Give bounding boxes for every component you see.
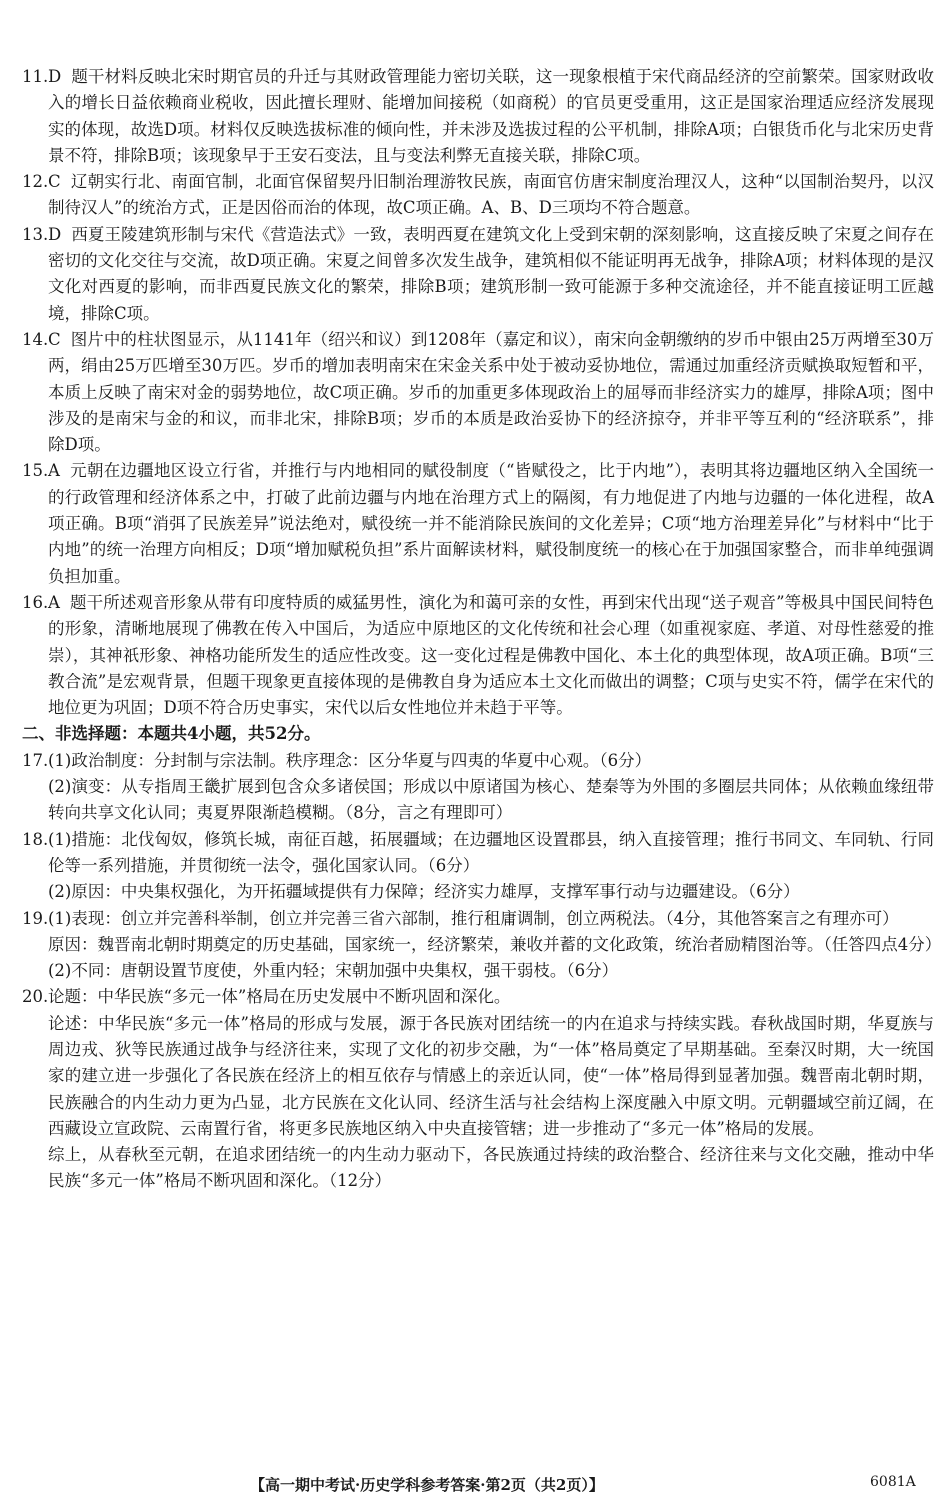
item-answer-letter: C xyxy=(48,172,61,192)
page-footer xyxy=(250,1474,950,1494)
item-answer-letter: D xyxy=(48,224,62,244)
item-answer-letter: D xyxy=(48,67,62,86)
item-part-2: (2)演变：从专指周王畿扩展到包含众多诸侯国；形成以中原诸国为核心、楚秦等为外围的多圈层共同体；从依赖血缘纽带转向共享文化认同；夷夏界限渐趋模糊。（8分，言之有理即可） xyxy=(48,777,934,823)
footer-text: 【高一期中考试·历史学科参考答案·第2页（共2页）】 xyxy=(250,1476,604,1494)
item-explanation: 题干所述观音形象从带有印度特质的威猛男性，演化为和蔼可亲的女性，再到宋代出现“送子观音”等极具中国民间特色的形象，清晰地展现了佛教在传入中国后，为适应中原地区的文化传统和社会心理（如重视家庭、孝道、对母性慈爱的推崇），其神祇形象、神格功能所发生的适应性改变。这一变化过程是佛教中国化、本土化的典型体现，故A项正确。B项“三教合流”是宏观背景，但题干现象更直接体现的是佛教自身为适应本土文化而做出的调整；C项与史实不符，儒学在宋代的地位更为巩固；D项不符合历史事实，宋代以后女性地位并未趋于平等。 xyxy=(48,592,934,718)
answer-page xyxy=(22,64,942,1195)
item-number: 12. xyxy=(22,172,49,192)
answer-item-13 xyxy=(22,222,934,327)
item-number: 19. xyxy=(22,908,49,928)
item-answer-letter: A xyxy=(48,592,60,612)
section-heading: 二、非选择题：本题共4小题，共52分。 xyxy=(22,724,321,744)
answer-item-11 xyxy=(22,64,934,169)
item-explanation: 题干材料反映北宋时期官员的升迁与其财政管理能力密切关联，这一现象根植于宋代商品经济的空前繁荣。国家财政收入的增长日益依赖商业税收，因此擅长理财、能增加间接税（如商税）的官员更受重用，这正是国家治理适应经济发展现实的体现，故选D项。材料仅反映选拔标准的倾向性，并未涉及选拔过程的公平机制，排除A项；白银货币化与北宋历史背景不符，排除B项；该现象早于王安石变法，且与变法利弊无直接关联，排除C项。 xyxy=(48,67,934,165)
item-number: 16. xyxy=(22,592,49,612)
item-part-2: (2)原因：中央集权强化，为开拓疆域提供有力保障；经济实力雄厚，支撑军事行动与边疆建设。（6分） xyxy=(48,882,800,902)
item-number: 17. xyxy=(22,750,49,770)
item-explanation: 图片中的柱状图显示，从1141年（绍兴和议）到1208年（嘉定和议），南宋向金朝缴纳的岁币中银由25万两增至30万两，绢由25万匹增至30万匹。岁币的增加表明南宋在宋金关系中处于被动妥协地位，需通过加重经济贡赋换取短暂和平，本质上反映了南宋对金的弱势地位，故C项正确。岁币的加重更多体现政治上的屈辱而非经济实力的雄厚，排除A项；图中涉及的是南宋与金的和议，而非北宋，排除B项；岁币的本质是政治妥协下的经济掠夺，并非平等互利的“经济联系”，排除D项。 xyxy=(48,329,934,455)
item-explanation: 元朝在边疆地区设立行省，并推行与内地相同的赋役制度（“皆赋役之，比于内地”），表明其将边疆地区纳入全国统一的行政管理和经济体系之中，打破了此前边疆与内地在治理方式上的隔阂，有力地促进了内地与边疆的一体化进程，故A项正确。B项“消弭了民族差异”说法绝对，赋役统一并不能消除民族间的文化差异；C项“地方治理差异化”与材料中“比于内地”的统一治理方向相反；D项“增加赋税负担”系片面解读材料，赋役制度统一的核心在于加强国家整合，而非单纯强调负担加重。 xyxy=(48,461,934,586)
answer-item-12 xyxy=(22,169,934,222)
item-argument: 论述：中华民族“多元一体”格局的形成与发展，源于各民族对团结统一的内在追求与持续实践。春秋战国时期，华夏族与周边戎、狄等民族通过战争与经济往来，实现了文化的初步交融，为“一体”格局奠定了早期基础。至秦汉时期，大一统国家的建立进一步强化了各民族在经济上的相互依存与情感上的亲近认同，使“一体”格局得到显著加强。魏晋南北朝时期，民族融合的内生动力更为凸显，北方民族在文化认同、经济生活与社会结构上深度融入中原文明。元朝疆域空前辽阔，在西藏设立宣政院、云南置行省，将更多民族地区纳入中央直接管辖；进一步推动了“多元一体”格局的发展。 xyxy=(48,1013,934,1138)
item-explanation: 辽朝实行北、南面官制，北面官保留契丹旧制治理游牧民族，南面官仿唐宋制度治理汉人，这种“以国制治契丹，以汉制待汉人”的统治方式，正是因俗而治的体现，故C项正确。A、B、D三项均不符合题意。 xyxy=(48,172,934,218)
item-number: 18. xyxy=(22,829,49,849)
answer-item-14 xyxy=(22,327,934,458)
item-answer-letter: C xyxy=(48,329,61,349)
item-number: 20. xyxy=(22,987,49,1007)
item-number: 11. xyxy=(22,67,49,86)
item-part-1: (1)表现：创立并完善科举制，创立并完善三省六部制，推行租庸调制，创立两税法。（4分，其他答案言之有理亦可） xyxy=(48,908,899,928)
item-part-2: (2)不同：唐朝设置节度使，外重内轻；宋朝加强中央集权，强干弱枝。（6分） xyxy=(48,961,619,981)
item-part-1: (1)措施：北伐匈奴，修筑长城，南征百越，拓展疆域；在边疆地区设置郡县，纳入直接管理；推行书同文、车同轨、行同伦等一系列措施，并贯彻统一法令，强化国家认同。（6分） xyxy=(48,829,934,875)
answer-item-20 xyxy=(22,984,934,1194)
footer-code: 6081A xyxy=(870,1474,916,1490)
item-reason: 原因：魏晋南北朝时期奠定的历史基础，国家统一，经济繁荣，兼收并蓄的文化政策，统治者励精图治等。（任答四点4分） xyxy=(48,934,942,954)
item-number: 13. xyxy=(22,224,49,244)
item-answer-letter: A xyxy=(48,461,60,481)
answer-item-18 xyxy=(22,827,934,906)
item-number: 14. xyxy=(22,329,49,349)
item-number: 15. xyxy=(22,461,49,481)
answer-item-19 xyxy=(22,906,942,985)
answer-item-15 xyxy=(22,458,934,589)
item-part-1: (1)政治制度：分封制与宗法制。秩序理念：区分华夏与四夷的华夏中心观。（6分） xyxy=(48,750,652,770)
answer-item-16 xyxy=(22,590,934,721)
item-explanation: 西夏王陵建筑形制与宋代《营造法式》一致，表明西夏在建筑文化上受到宋朝的深刻影响，这直接反映了宋夏之间存在密切的文化交往与交流，故D项正确。宋夏之间曾多次发生战争，建筑相似不能证明再无战争，排除A项；材料体现的是汉文化对西夏的影响，而非西夏民族文化的繁荣，排除B项；建筑形制一致可能源于多种交流途径，并不能直接证明工匠越境，排除C项。 xyxy=(48,224,934,323)
answer-item-17 xyxy=(22,748,934,827)
item-thesis: 论题：中华民族“多元一体”格局在历史发展中不断巩固和深化。 xyxy=(48,987,511,1007)
item-conclusion: 综上，从春秋至元朝，在追求团结统一的内生动力驱动下，各民族通过持续的政治整合、经济往来与文化交融，推动中华民族“多元一体”格局不断巩固和深化。（12分） xyxy=(48,1145,934,1191)
